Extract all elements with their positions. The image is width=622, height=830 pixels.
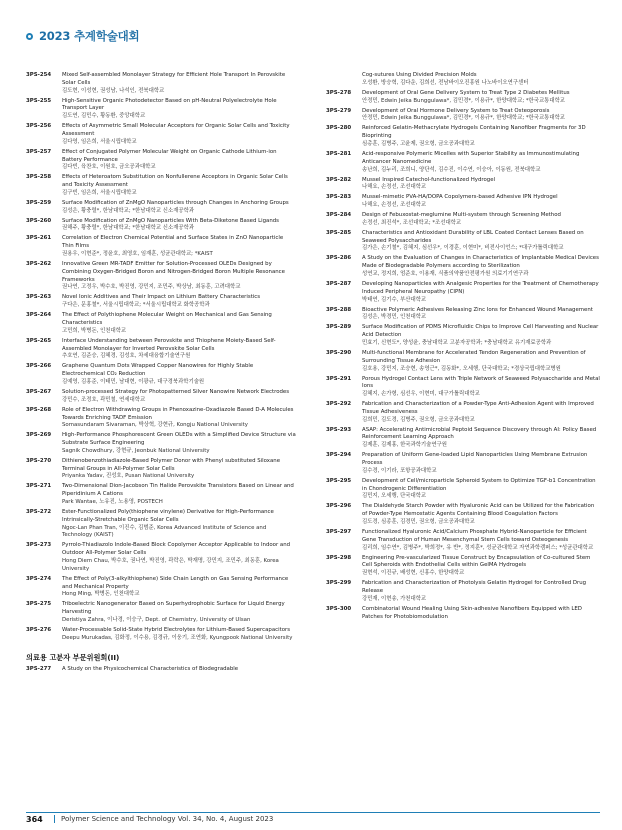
poster-authors: 김제훈, 김제홍, 한국과학기술연구원 xyxy=(362,442,447,449)
left-column xyxy=(26,72,296,676)
poster-code: 3PS-290 xyxy=(326,349,352,356)
poster-body xyxy=(62,312,296,335)
poster-body xyxy=(62,294,296,310)
poster-title: Dithienobenzothiadiazole-Based Polymer Donor with Phenyl substituted Siloxane Terminal Groups in All-Polymer Solar Cells xyxy=(62,457,281,472)
poster-entry xyxy=(26,483,296,506)
poster-title: Mixed Self-assembled Monolayer Strategy for Efficient Hole Transport In Perovskite Solar Cells xyxy=(62,72,286,86)
poster-title: The Dialdehyde Starch Powder with Hyaluronic Acid can be Utilized for the Fabrication of Powder-Type Hemostatic Agents Containing Blood Coagulation Factors xyxy=(362,503,595,518)
poster-authors: 권현석, 이진규, 배성현, 신홍수, 한양대학교 xyxy=(362,570,465,577)
poster-body xyxy=(62,218,296,234)
poster-entry xyxy=(326,151,600,174)
poster-entry xyxy=(326,230,600,253)
poster-code: 3PS-265 xyxy=(26,337,52,344)
poster-title: Novel Ionic Additives and Their Impact on Lithium Battery Characteristics xyxy=(62,294,261,301)
poster-body xyxy=(62,483,296,506)
poster-title: Cog-sutures Using Divided Precision Molds xyxy=(362,72,477,78)
poster-code: 3PS-280 xyxy=(326,125,352,132)
poster-title: Fabrication and Characterization of a Powder-Type Anti-Adhesion Agent with Improved Tissue Adhesiveness xyxy=(362,401,594,415)
poster-body xyxy=(362,324,600,347)
poster-code: 3PS-268 xyxy=(26,406,52,413)
poster-entry xyxy=(26,312,296,335)
poster-body xyxy=(362,529,600,552)
poster-body xyxy=(62,363,296,386)
poster-entry xyxy=(326,478,600,501)
poster-body xyxy=(362,503,600,526)
poster-authors: 김도현, 이성현, 권성남, 나석인, 전북대학교 xyxy=(62,87,165,94)
poster-code: 3PS-295 xyxy=(326,477,352,484)
poster-title: Fabrication and Characterization of Photolysis Gelatin Hydrogel for Controlled Drug Release xyxy=(362,580,587,594)
poster-entry xyxy=(26,432,296,455)
poster-title: Combinatorial Wound Healing Using Skin-adhesive Nanofibers Equipped with LED Patches for Photobiomodulation xyxy=(362,605,582,620)
poster-title: The Effect of Poly(3-alkylthiophene) Side Chain Length on Gas Sensing Performance and Mechanical Property xyxy=(62,575,289,590)
poster-authors: 나해요, 손정선, 조선대학교 xyxy=(362,202,427,209)
poster-authors: 박태연, 김기수, 부산대학교 xyxy=(362,296,427,303)
poster-entry xyxy=(26,627,296,643)
poster-code xyxy=(326,72,362,88)
poster-authors: 강민수, 조정호, 곽민철, 연세대학교 xyxy=(62,396,146,403)
poster-body xyxy=(62,261,296,292)
poster-entry xyxy=(26,363,296,386)
poster-code: 3PS-291 xyxy=(326,375,352,382)
poster-title: Development of Oral Gene Delivery System to Treat Type 2 Diabetes Mellitus xyxy=(362,89,570,96)
poster-authors: 송난희, 김누리, 조희니, 양단석, 김수진, 이수연, 이승아, 이동원, 전북대학교 xyxy=(362,166,541,173)
poster-body xyxy=(62,407,296,430)
poster-entry xyxy=(26,218,296,234)
poster-entry xyxy=(326,555,600,578)
poster-body xyxy=(362,212,600,228)
poster-entry xyxy=(26,389,296,405)
poster-title: Surface Modification of PDMS Microfluidic Chips to Improve Cell Harvesting and Nuclear Acid Detection xyxy=(362,324,599,339)
poster-code: 3PS-266 xyxy=(26,363,52,370)
poster-code: 3PS-283 xyxy=(326,194,352,201)
poster-entry xyxy=(26,576,296,599)
poster-authors: 권용우, 이현준*, 정윤호, 최영호, 임재훈, 성균관대학교; *KAIST xyxy=(62,251,213,258)
poster-authors: Priyanka Yadav, 진성호, Pusan National University xyxy=(62,473,195,480)
poster-title: Multi-functional Membrane for Accelerated Tendon Regeneration and Prevention of Surrounding Tissue Adhesion xyxy=(362,349,586,364)
poster-authors: 안정민, Edwin Jeika Bunggulawa*, 김민경*, 이용규*, 한양대학교; *한국교통대학교 xyxy=(362,97,565,104)
poster-entry xyxy=(26,458,296,481)
poster-title: Ester-Functionalized Poly(thiophene vinylene) Derivative for High-Performance Intrinsically-Stretchable Organic Solar Cells xyxy=(62,509,274,523)
poster-body xyxy=(362,580,600,603)
poster-entry xyxy=(26,200,296,216)
poster-code: 3PS-279 xyxy=(326,107,352,114)
poster-code: 3PS-263 xyxy=(26,294,52,301)
poster-entry xyxy=(326,90,600,106)
poster-title: Innovative Green MR-TADF Emitter for Solution-Processed OLEDs Designed by Combining Oxygen-Bridged Boron and Nitrogen-Bridged Boron Multiple Resonance Frameworks xyxy=(62,261,285,283)
poster-code: 3PS-278 xyxy=(326,89,352,96)
poster-code: 3PS-264 xyxy=(26,312,52,319)
poster-authors: 구다은, 문홍철*, 서울시립대학교; *서울시립대학교 화학공학과 xyxy=(62,302,210,309)
poster-entry xyxy=(26,666,296,674)
poster-authors: Hong Ming, 박병돈, 인천대학교 xyxy=(62,591,140,598)
poster-code: 3PS-297 xyxy=(326,528,352,535)
poster-authors: Hong Diem Chau, 박수호, 권나연, 박진영, 곽락은, 박재명, 강민지, 조민주, 최동훈, Korea University xyxy=(62,557,279,572)
poster-code: 3PS-294 xyxy=(326,452,352,459)
poster-code: 3PS-296 xyxy=(326,503,352,510)
poster-entry xyxy=(26,98,296,121)
poster-entry xyxy=(326,72,600,88)
page-footer xyxy=(0,812,622,830)
poster-authors: 권나연, 고정우, 박수호, 박진영, 강민지, 조민주, 박상남, 최동훈, 고려대학교 xyxy=(62,284,241,291)
poster-entry xyxy=(326,401,600,424)
poster-title: Bioactive Polymeric Adhesives Releasing Zinc Ions for Enhanced Wound Management xyxy=(362,306,593,313)
poster-title: Mussel Inspired Catechol-functionalized Hydrogel xyxy=(362,176,496,183)
poster-entry xyxy=(26,601,296,624)
poster-body xyxy=(362,606,600,622)
poster-body xyxy=(62,601,296,624)
poster-code: 3PS-289 xyxy=(326,324,352,331)
poster-code: 3PS-255 xyxy=(26,97,52,104)
poster-code: 3PS-272 xyxy=(26,509,52,516)
poster-authors: Park Wantae, 노유진, 노용영, POSTECH xyxy=(62,499,163,506)
poster-body xyxy=(362,72,600,88)
poster-entry xyxy=(26,294,296,310)
poster-entry xyxy=(326,324,600,347)
poster-code: 3PS-282 xyxy=(326,176,352,183)
poster-entry xyxy=(26,509,296,540)
poster-title: Development of Cell/microparticle Spheroid System to Optimize TGF-b1 Concentration in Chondrogenic Differentiation xyxy=(362,477,596,492)
poster-title: Developing Nanoparticles with Analgesic Properties for the Treatment of Chemotherapy Induced Peripheral Neuropathy (CIPN) xyxy=(362,281,599,295)
poster-entry xyxy=(326,529,600,552)
poster-title: Surface Modification of ZnMgO Nanoparticles With Beta-Diketone Based Ligands xyxy=(62,217,279,224)
poster-authors: 김도연, 김민수, 황동환, 중앙대학교 xyxy=(62,113,146,120)
poster-body xyxy=(362,401,600,424)
poster-authors: Somasundaram Sivaraman, 박상혁, 강현규, Kongju National University xyxy=(62,422,248,429)
poster-authors: 김성은, 황충렬*, 한남대학교; *한남대학교 신소재공학과 xyxy=(62,207,195,214)
poster-entry xyxy=(26,261,296,292)
poster-title: High-Sensitive Organic Photodetector Based on pH-Neutral Polyelectrolyte Hole Transport Layer xyxy=(62,97,277,112)
poster-title: Two-Dimensional Dion-Jacobson Tin Halide Perovskite Transistors Based on Linear and Piperidinium A Cations xyxy=(62,483,294,498)
poster-body xyxy=(362,255,600,278)
poster-body xyxy=(62,174,296,197)
poster-authors: 김혜지, 손가형, 심선우, 이현미, 대구가톨릭대학교 xyxy=(362,391,480,398)
poster-body xyxy=(362,307,600,323)
poster-authors: 김구빈, 임은희, 서울시립대학교 xyxy=(62,189,137,196)
poster-code: 3PS-269 xyxy=(26,432,52,439)
poster-title: Mussel-mimetic PVA-HA/DOPA Copolymers-based Adhesive IPN Hydrogel xyxy=(362,194,558,201)
poster-entry xyxy=(326,281,600,304)
poster-body xyxy=(362,125,600,148)
poster-body xyxy=(62,72,296,95)
poster-title: Surface Modification of ZnMgO Nanoparticles through Changes in Anchoring Groups xyxy=(62,199,289,206)
poster-title: Pyrrolo-Thiadiazolo Indole-Based Block Copolymer Acceptor Applicable to Indoor and Outdoor All-Polymer Solar Cells xyxy=(62,542,291,557)
poster-body xyxy=(362,281,600,304)
poster-title: Porous Hydrogel Contact Lens with Triple Network of Seaweed Polysaccharide and Metal Ions xyxy=(362,375,600,390)
poster-entry xyxy=(326,452,600,475)
poster-authors: 나해요, 손정선, 조선대학교 xyxy=(362,184,427,191)
poster-title: Effect of Conjugated Polymer Molecular Weight on Organic Cathode Lithium-ion Battery Performance xyxy=(62,148,277,163)
poster-body xyxy=(62,509,296,540)
poster-entry xyxy=(326,606,600,622)
poster-code: 3PS-271 xyxy=(26,483,52,490)
poster-entry xyxy=(26,174,296,197)
poster-body xyxy=(362,350,600,373)
poster-entry xyxy=(26,149,296,172)
poster-entry xyxy=(326,350,600,373)
poster-authors: 고민희, 박병돈, 인천대학교 xyxy=(62,327,127,334)
section-heading: 의료용 고분자 부문위원회(II) xyxy=(26,652,120,662)
poster-code: 3PS-258 xyxy=(26,174,52,181)
poster-code: 3PS-277 xyxy=(26,665,52,672)
poster-authors: 김다빈, 육찬호, 이원호, 금오공과대학교 xyxy=(62,164,156,171)
poster-entry xyxy=(26,407,296,430)
poster-title: Correlation of Electron Chemical Potential and Surface States in ZnO Nanoparticle Thin Films xyxy=(62,235,284,250)
poster-entry xyxy=(326,307,600,323)
poster-body xyxy=(362,478,600,501)
poster-code: 3PS-300 xyxy=(326,605,352,612)
poster-entry xyxy=(326,125,600,148)
poster-code: 3PS-262 xyxy=(26,261,52,268)
poster-code: 3PS-288 xyxy=(326,306,352,313)
poster-authors: 김희민, 김도경, 김병주, 권오형, 금오공과대학교 xyxy=(362,416,475,423)
poster-code: 3PS-257 xyxy=(26,148,52,155)
poster-code: 3PS-287 xyxy=(326,281,352,287)
poster-code: 3PS-270 xyxy=(26,457,52,464)
poster-entry xyxy=(326,503,600,526)
poster-authors: 성연교, 정지희, 엄준호, 이용재, 식품의약품안전평가원 의료기기연구과 xyxy=(362,271,529,278)
poster-body xyxy=(362,108,600,124)
poster-code: 3PS-259 xyxy=(26,199,52,206)
poster-entry xyxy=(26,338,296,361)
poster-code: 3PS-275 xyxy=(26,601,52,608)
poster-title: ASAP: Accelerating Antimicrobial Peptoid Sequence Discovery through AI: Policy Based Reinforcement Learning Approach xyxy=(362,426,597,441)
poster-body xyxy=(62,666,296,674)
poster-code: 3PS-284 xyxy=(326,212,352,219)
poster-authors: Ngoc-Lan Phan Tran, 이진수, 김범준, Korea Advanced Institute of Science and Technology (KAIST) xyxy=(62,524,267,539)
poster-authors: 김리희, 임수연*, 김병주*, 박희정*, 유 반*, 정지훈*, 성균관대학교 자연과학캠퍼스; *성균관대학교 xyxy=(362,544,594,551)
poster-title: Graphene Quantum Dots Wrapped Copper Nanowires for Highly Stable Electrochemical CO₂ Reduction xyxy=(62,363,254,378)
page-header xyxy=(26,28,139,44)
poster-authors: 심총훈, 김병주, 고윤제, 권오형, 금오공과대학교 xyxy=(362,140,475,147)
poster-body xyxy=(62,123,296,146)
poster-authors: 김가은, 손기철*, 김혜지, 심선우*, 이경훈, 이현미*, 비전사이언스; *대구가톨릭대학교 xyxy=(362,245,564,252)
poster-body xyxy=(362,177,600,193)
poster-entry xyxy=(326,255,600,278)
poster-body xyxy=(362,90,600,106)
poster-title: Water-Processable Solid-State Hybrid Electrolytes for Lithium-Based Supercapacitors xyxy=(62,626,291,633)
poster-title: Effects of Heteroatom Substitution on Nonfullerene Acceptors in Organic Solar Cells and Toxicity Assessment xyxy=(62,174,288,189)
poster-authors: Deristiya Zahra, 이나경, 이승구, Dept. of Chemistry, University of Ulsan xyxy=(62,616,251,623)
poster-code: 3PS-298 xyxy=(326,554,352,561)
poster-title: High-Performance Phosphorescent Green OLEDs with a Simplified Device Structure via Substrate Surface Engineering xyxy=(62,432,296,447)
poster-code: 3PS-256 xyxy=(26,123,52,130)
right-column xyxy=(326,72,600,624)
poster-code: 3PS-261 xyxy=(26,235,52,242)
poster-title: Characteristics and Antioxidant Durability of LBL Coated Contact Lenses Based on Seaweed Polysaccharides xyxy=(362,229,584,244)
poster-body xyxy=(62,458,296,481)
poster-body xyxy=(362,427,600,450)
poster-body xyxy=(362,230,600,253)
poster-body xyxy=(62,338,296,361)
poster-authors: 김도경, 심종훈, 김경민, 권오형, 금오공과대학교 xyxy=(362,519,475,525)
poster-authors: 민효기, 신현도*, 양성윤, 충남대학교 고분자공학과; *충남대학교 유기재료공학과 xyxy=(362,339,552,346)
poster-code: 3PS-293 xyxy=(326,426,352,433)
poster-code: 3PS-299 xyxy=(326,580,352,587)
poster-entry xyxy=(326,177,600,193)
poster-body xyxy=(62,627,296,643)
poster-title: Acid-responsive Polymeric Micelles with Superior Stability as Immunostimulating Anticancer Nanomedicine xyxy=(362,150,580,165)
poster-body xyxy=(362,376,600,399)
poster-authors: 권해주, 황충렬*, 한남대학교; *한남대학교 신소재공학과 xyxy=(62,225,195,232)
poster-code: 3PS-285 xyxy=(326,229,352,236)
poster-body xyxy=(362,452,600,475)
poster-title: Reinforced Gelatin-Methacrylate Hydrogels Containing Nanofiber Fragments for 3D Bioprinting xyxy=(362,125,586,140)
poster-authors: 오성환, 방승혁, 김다운, 김희선, 전남바이오진흥원 나노바이오연구센터 xyxy=(362,79,529,86)
poster-entry xyxy=(326,108,600,124)
poster-title: Preparation of Uniform Gene-loaded Lipid Nanoparticles Using Membrane Extrusion Process xyxy=(362,452,588,467)
poster-body xyxy=(62,149,296,172)
poster-title: Engineering Pre-vascularized Tissue Construct by Encapsulation of Co-cultured Stem Cell Spheroids with Endothelial Cells within GelMA Hydrogels xyxy=(362,554,591,569)
footer-divider xyxy=(26,812,600,813)
poster-authors: 김민지, 오세행, 단국대학교 xyxy=(362,493,427,500)
poster-authors: 손정선, 최진석*, 조선대학교; *조선대학교 xyxy=(362,219,462,226)
poster-authors: Sagnik Chowdhury, 강현규, Jeonbuk National University xyxy=(62,447,210,454)
poster-title: Interface Understanding between Perovskite and Thiophene Moiety-Based Self-Assembled Monolayer for Inverted Perovskite Solar Cells xyxy=(62,337,276,352)
poster-code: 3PS-274 xyxy=(26,575,52,582)
poster-title: Development of Oral Hormone Delivery System to Treat Osteoporosis xyxy=(362,107,550,114)
poster-body xyxy=(62,389,296,405)
poster-entry xyxy=(326,427,600,450)
poster-authors: 김호용, 강민지, 조승현, 송영근*, 김동화*, 오세행, 단국대학교; *경상국립대학교병원 xyxy=(362,365,561,372)
poster-code: 3PS-267 xyxy=(26,388,52,395)
poster-code: 3PS-276 xyxy=(26,626,52,633)
poster-authors: 추호연, 김준승, 김혜경, 김성호, 차세대융합기술연구원 xyxy=(62,353,191,360)
poster-authors: Deepu Murukadas, 김화정, 이수용, 김경규, 이웅기, 조연화, Kyungpook National University xyxy=(62,634,293,641)
poster-entry xyxy=(326,194,600,210)
poster-body xyxy=(362,194,600,210)
page-header-title: 2023 추계학술대회 xyxy=(39,29,140,43)
poster-entry xyxy=(26,542,296,573)
poster-code: 3PS-254 xyxy=(26,72,52,78)
bullet-circle-icon xyxy=(26,33,33,40)
poster-title: Triboelectric Nanogenerator Based on Superhydrophobic Surface for Liquid Energy Harvesting xyxy=(62,601,285,616)
poster-entry xyxy=(26,72,296,95)
poster-title: A Study on the Physicochemical Characteristics of Biodegradable xyxy=(62,665,239,672)
poster-authors: 안정민, Edwin Jeika Bunggulawa*, 김민경*, 이용규*, 한양대학교; *한국교통대학교 xyxy=(362,115,565,122)
poster-entry xyxy=(326,580,600,603)
poster-entry xyxy=(326,376,600,399)
poster-code: 3PS-286 xyxy=(326,255,352,262)
poster-title: Solution-processed Strategy for Photopatterned Silver Nanowire Network Electrodes xyxy=(62,388,290,395)
poster-title: Role of Electron Withdrawing Groups in Phenoxazine-Oxadiazole Based D-A Molecules Towards Enriching TADF Emission xyxy=(62,406,294,421)
poster-authors: 김성은, 박경민, 인천대학교 xyxy=(362,314,427,321)
poster-code: 3PS-273 xyxy=(26,542,52,549)
poster-entry xyxy=(326,212,600,228)
poster-code: 3PS-260 xyxy=(26,217,52,224)
poster-authors: 김수경, 이기라, 포항공과대학교 xyxy=(362,467,437,474)
poster-body xyxy=(62,235,296,258)
poster-body xyxy=(62,200,296,216)
poster-body xyxy=(362,555,600,578)
poster-entry xyxy=(26,235,296,258)
poster-authors: 김예영, 김홍준, 이태민, 남대현, 이광규, 대구경북과학기술원 xyxy=(62,378,205,385)
poster-title: Design of Febuxostat-meglumine Multi-system through Screening Method xyxy=(362,212,561,219)
poster-code: 3PS-292 xyxy=(326,401,352,408)
poster-authors: 강민재, 이현송, 가천대학교 xyxy=(362,595,427,602)
journal-citation: Polymer Science and Technology Vol. 34, No. 4, August 2023 xyxy=(54,815,273,823)
poster-body xyxy=(362,151,600,174)
poster-title: The Effect of Polythiophene Molecular Weight on Mechanical and Gas Sensing Characteristics xyxy=(62,312,272,326)
poster-entry xyxy=(26,123,296,146)
poster-authors: 김다영, 임은희, 서울시립대학교 xyxy=(62,138,137,145)
poster-title: A Study on the Evaluation of Changes in Characteristics of Implantable Medical Devices Made of Biodegradable Polymers according to Sterilization xyxy=(362,255,599,270)
poster-title: Effects of Asymmetric Small Molecular Acceptors for Organic Solar Cells and Toxicity Assessment xyxy=(62,123,290,137)
poster-body xyxy=(62,432,296,455)
poster-body xyxy=(62,576,296,599)
page-number: 364 xyxy=(26,815,43,824)
poster-body xyxy=(62,98,296,121)
poster-body xyxy=(62,542,296,573)
poster-code: 3PS-281 xyxy=(326,150,352,157)
poster-title: Functionalized Hyaluronic Acid/Calcium Phosphate Hybrid-Nanoparticle for Efficient Gene Transduction of Human Mesenchymal Stem Cells toward Osteogenesis xyxy=(362,528,587,543)
